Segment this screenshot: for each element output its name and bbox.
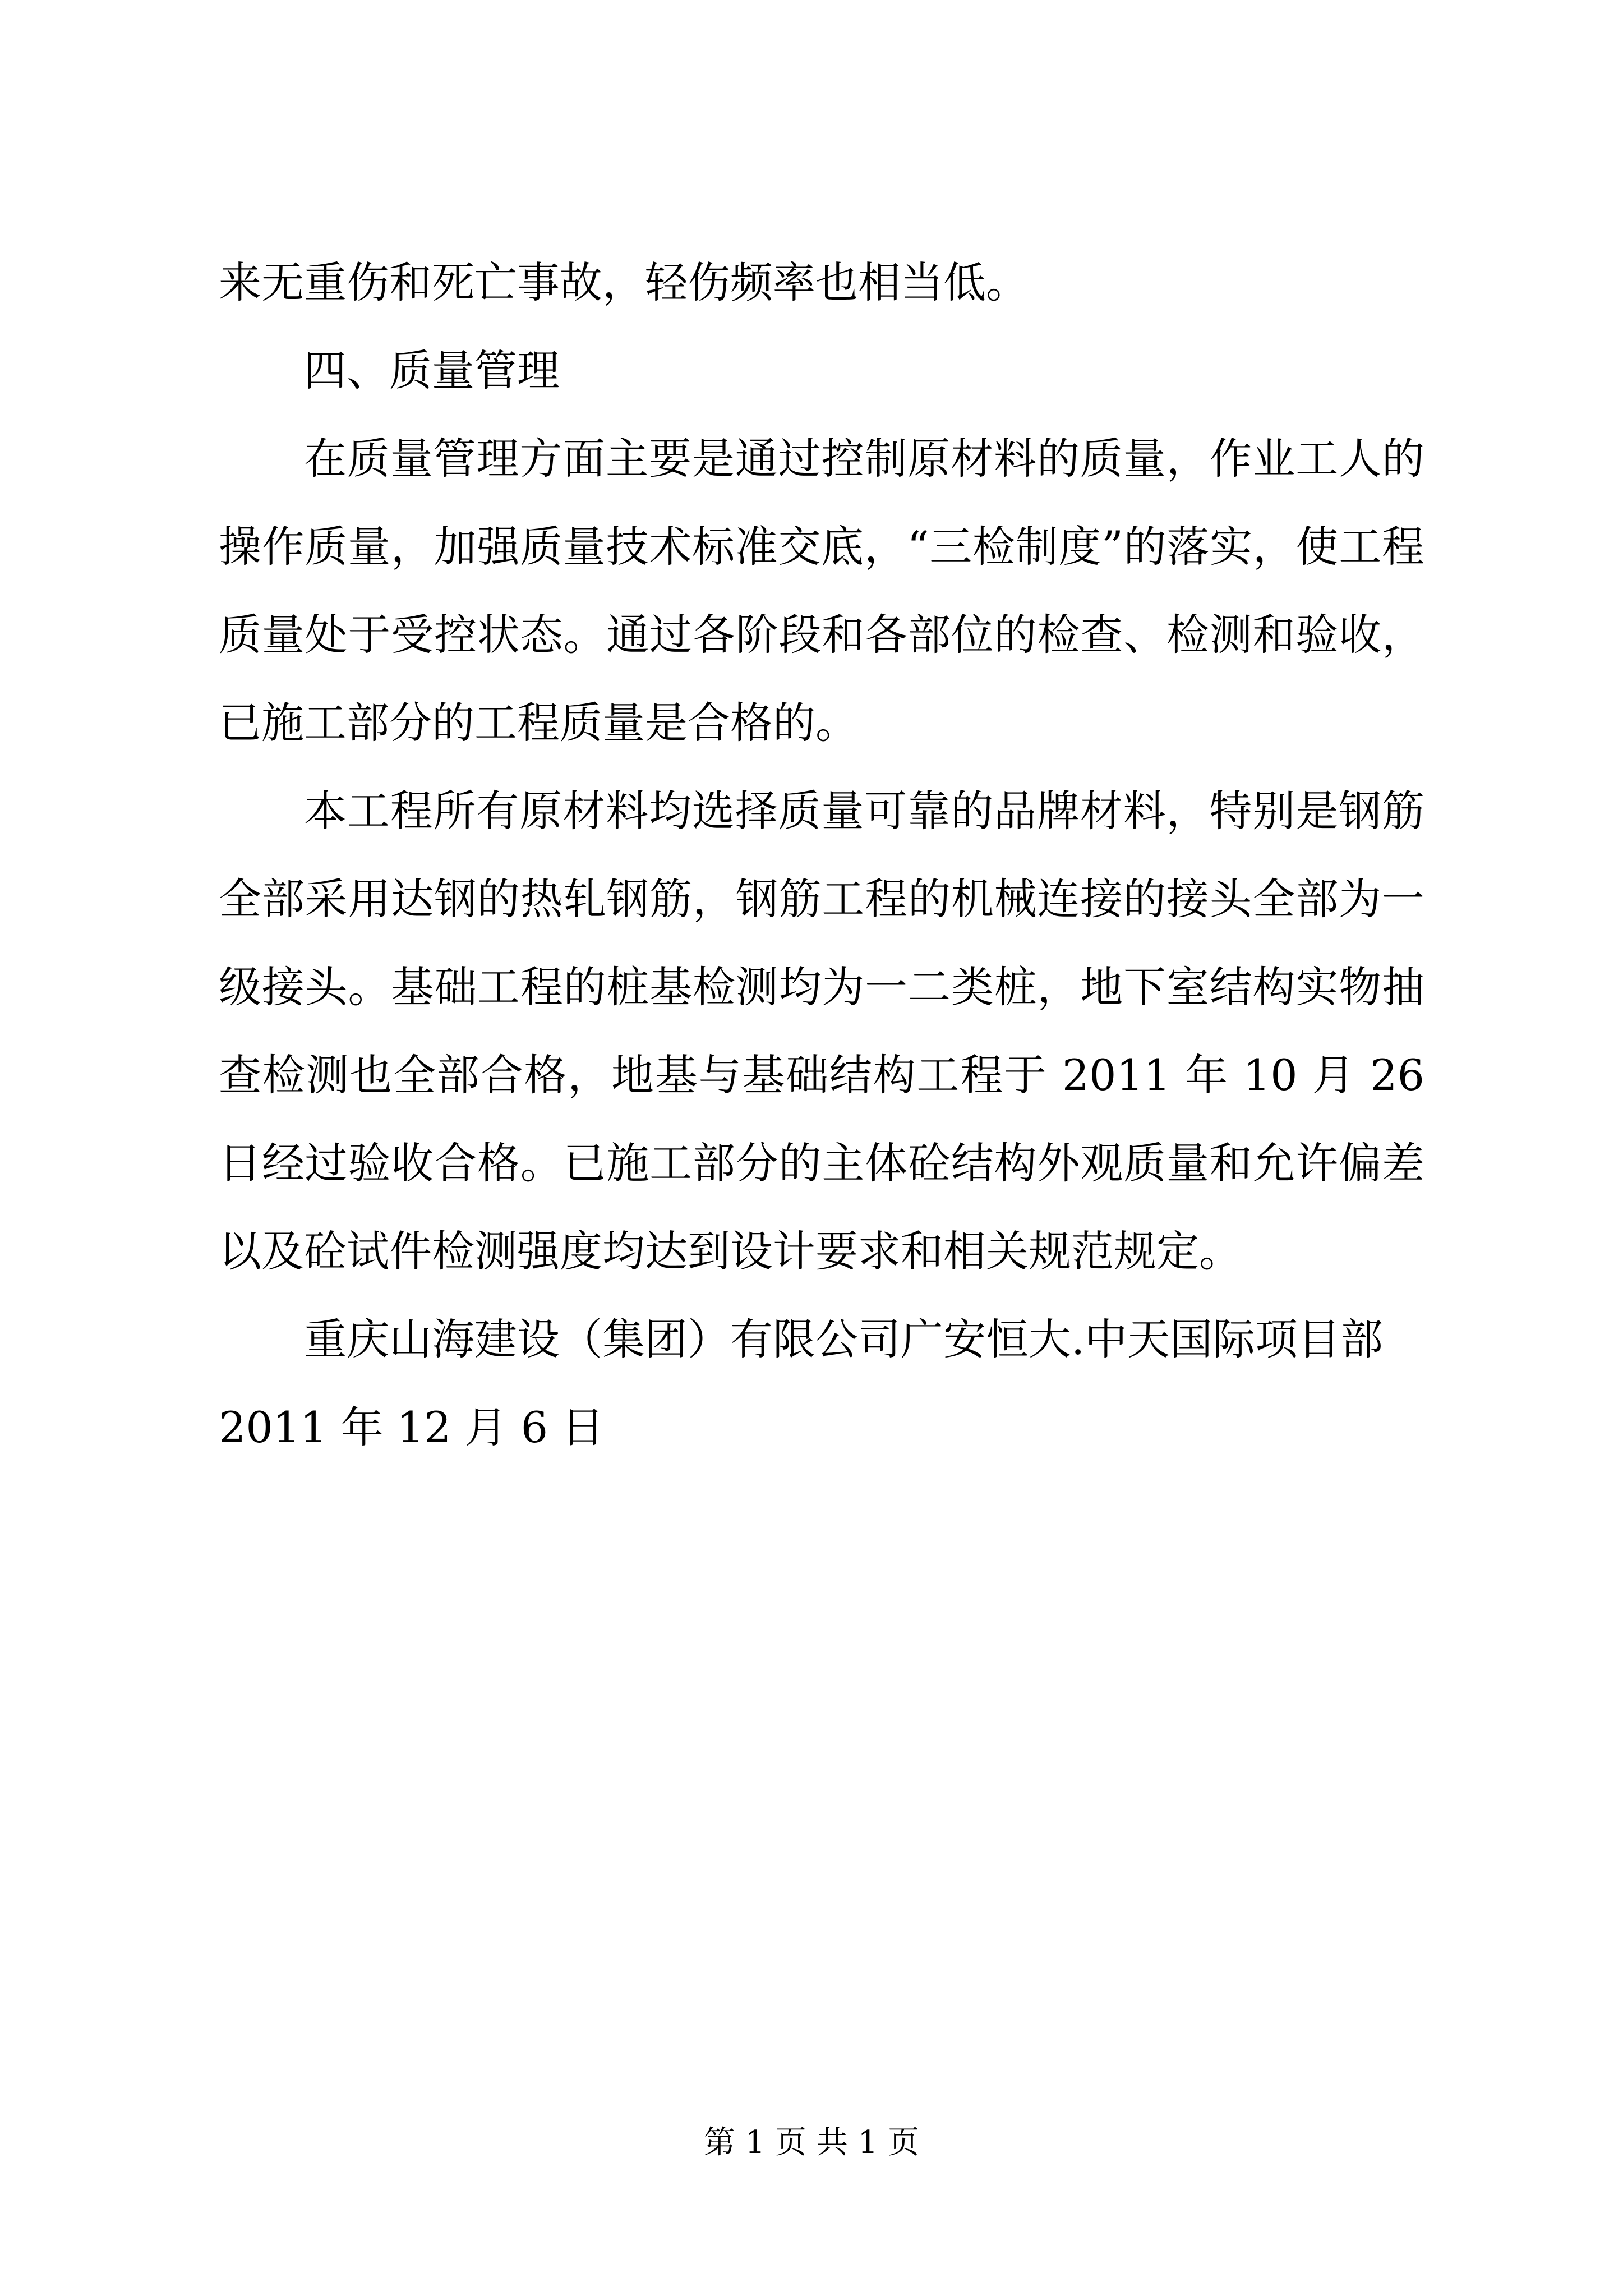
page-footer: 第 1 页 共 1 页 bbox=[703, 2124, 920, 2161]
paragraph-accident-summary: 来无重伤和死亡事故，轻伤频率也相当低。 bbox=[219, 257, 1029, 307]
signature-date: 2011 年 12 月 6 日 bbox=[219, 1402, 605, 1452]
signature-organization: 重庆山海建设（集团）有限公司广安恒大.中天国际项目部 bbox=[304, 1314, 1384, 1364]
paragraph-materials-inspection: 本工程所有原材料均选择质量可靠的品牌材料，特别是钢筋全部采用达钢的热轧钢筋，钢筋工程的机械连接的接头全部为一级接头。基础工程的桩基检测均为一二类桩，地下室结构实物抽查检测也全部合格，地基与基础结构工程于 2011 年 10 月 26 日经过验收合格。已施工部分的主体砼结构外观质量和允许偏差以及砼试件检测强度均达到设计要求和相关规范规定。 bbox=[219, 786, 1424, 1276]
paragraph-quality-control: 在质量管理方面主要是通过控制原材料的质量，作业工人的操作质量，加强质量技术标准交底，“三检制度”的落实，使工程质量处于受控状态。通过各阶段和各部位的检查、检测和验收，已施工部分的工程质量是合格的。 bbox=[219, 434, 1424, 748]
section-heading-quality-management: 四、质量管理 bbox=[304, 346, 560, 395]
document-body bbox=[219, 238, 1424, 1471]
